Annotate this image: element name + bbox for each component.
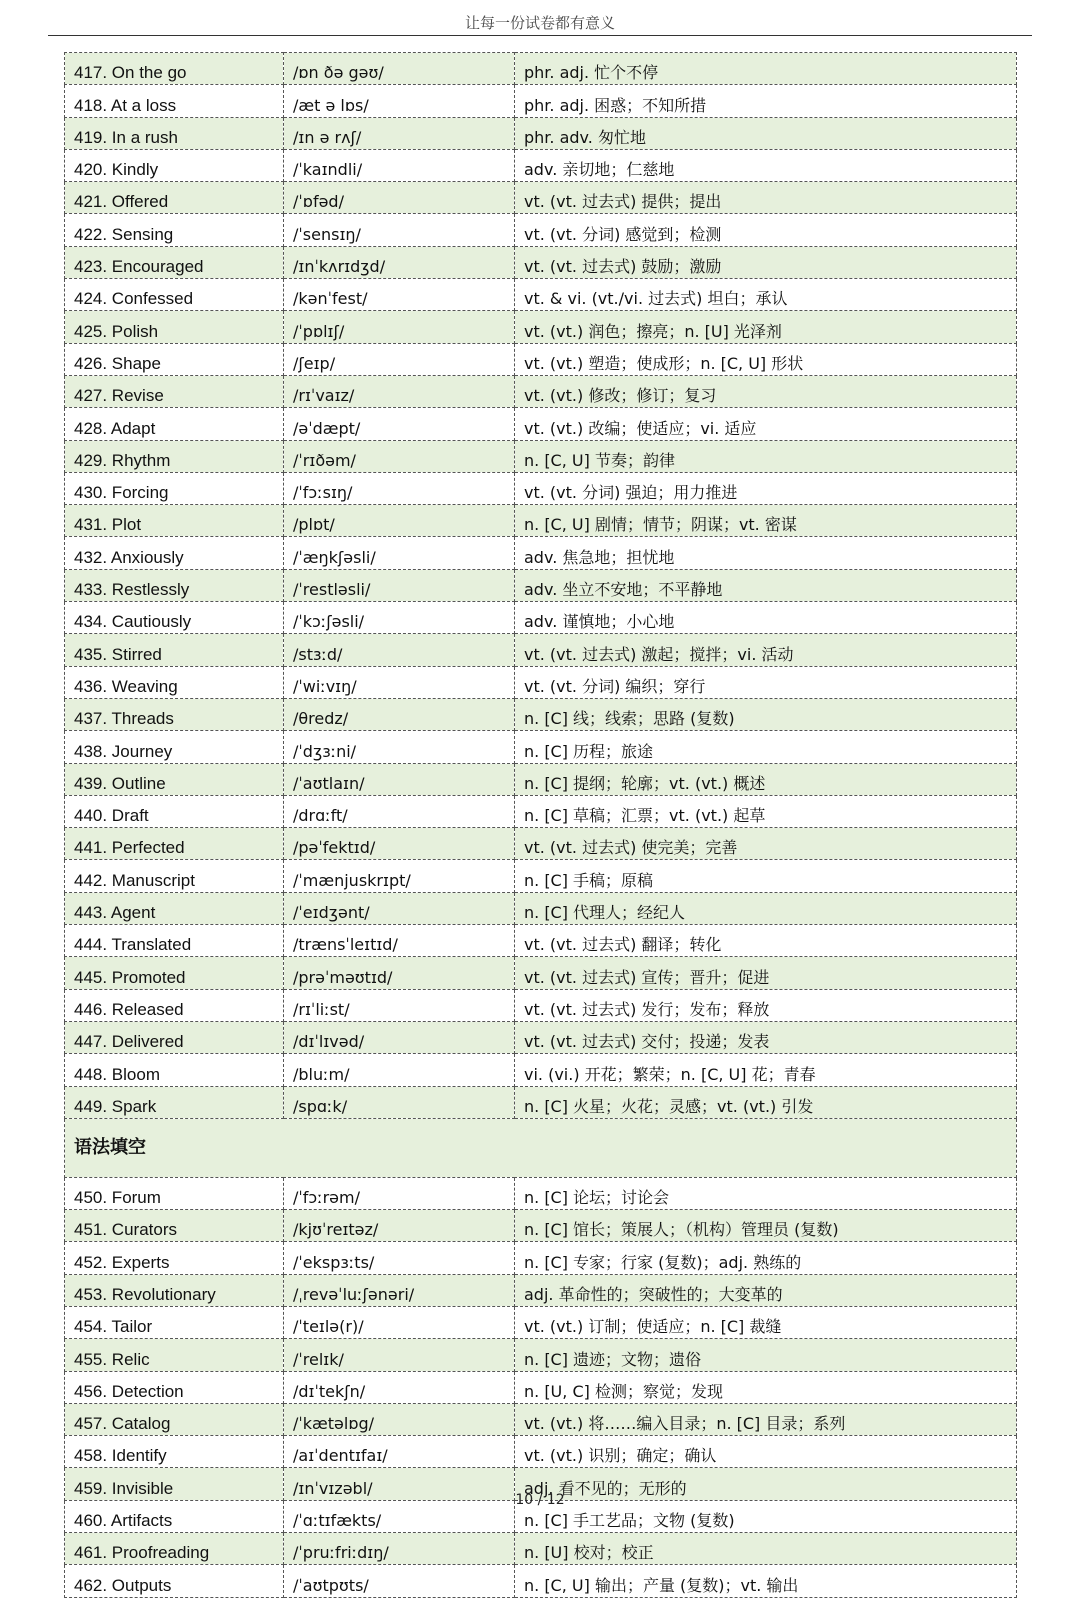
word-cell: 426. Shape bbox=[65, 343, 284, 375]
table-row bbox=[65, 1436, 1017, 1468]
definition-cell: n. [C, U] 输出；产量 (复数)；vt. 输出 bbox=[515, 1565, 1017, 1597]
table-row bbox=[65, 375, 1017, 407]
word-cell: 448. Bloom bbox=[65, 1054, 284, 1086]
word-cell: 430. Forcing bbox=[65, 472, 284, 504]
page-header: 让每一份试卷都有意义 bbox=[464, 14, 615, 32]
word-cell: 461. Proofreading bbox=[65, 1533, 284, 1565]
definition-cell: adv. 焦急地；担忧地 bbox=[515, 537, 1017, 569]
phonetic-cell: /rɪˈliːst/ bbox=[284, 989, 515, 1021]
definition-cell: vt. (vt.) 识别；确定；确认 bbox=[515, 1436, 1017, 1468]
table-row bbox=[65, 1021, 1017, 1053]
table-row bbox=[65, 602, 1017, 634]
definition-cell: adj. 看不见的；无形的 bbox=[515, 1468, 1017, 1500]
phonetic-cell: /æt ə lɒs/ bbox=[284, 85, 515, 117]
definition-cell: n. [C, U] 剧情；情节；阴谋；vt. 密谋 bbox=[515, 505, 1017, 537]
table-row bbox=[65, 569, 1017, 601]
definition-cell: phr. adj. 忙个不停 bbox=[515, 53, 1017, 85]
phonetic-cell: /ˈrestləsli/ bbox=[284, 569, 515, 601]
definition-cell: adv. 谨慎地；小心地 bbox=[515, 602, 1017, 634]
table-row bbox=[65, 440, 1017, 472]
word-cell: 435. Stirred bbox=[65, 634, 284, 666]
word-cell: 452. Experts bbox=[65, 1242, 284, 1274]
word-cell: 432. Anxiously bbox=[65, 537, 284, 569]
word-cell: 446. Released bbox=[65, 989, 284, 1021]
definition-cell: adv. 坐立不安地；不平静地 bbox=[515, 569, 1017, 601]
definition-cell: n. [U, C] 检测；察觉；发现 bbox=[515, 1371, 1017, 1403]
table-row bbox=[65, 1403, 1017, 1435]
phonetic-cell: /ˌrevəˈluːʃənəri/ bbox=[284, 1274, 515, 1306]
table-row bbox=[65, 989, 1017, 1021]
table-row bbox=[65, 311, 1017, 343]
table-row bbox=[65, 505, 1017, 537]
word-cell: 456. Detection bbox=[65, 1371, 284, 1403]
phonetic-cell: /ˈrelɪk/ bbox=[284, 1339, 515, 1371]
phonetic-cell: /ʃeɪp/ bbox=[284, 343, 515, 375]
word-cell: 425. Polish bbox=[65, 311, 284, 343]
definition-cell: vt. (vt. 过去式) 使完美；完善 bbox=[515, 828, 1017, 860]
definition-cell: n. [C] 火星；火花；灵感；vt. (vt.) 引发 bbox=[515, 1086, 1017, 1118]
word-cell: 453. Revolutionary bbox=[65, 1274, 284, 1306]
vocab-rows-grammar bbox=[65, 1177, 1017, 1597]
definition-cell: vt. & vi. (vt./vi. 过去式) 坦白；承认 bbox=[515, 279, 1017, 311]
phonetic-cell: /ˈɒfəd/ bbox=[284, 182, 515, 214]
phonetic-cell: /rɪˈvaɪz/ bbox=[284, 375, 515, 407]
phonetic-cell: /spɑːk/ bbox=[284, 1086, 515, 1118]
table-row bbox=[65, 666, 1017, 698]
word-cell: 449. Spark bbox=[65, 1086, 284, 1118]
table-row bbox=[65, 182, 1017, 214]
definition-cell: n. [C] 遗迹；文物；遗俗 bbox=[515, 1339, 1017, 1371]
phonetic-cell: /dɪˈlɪvəd/ bbox=[284, 1021, 515, 1053]
table-row bbox=[65, 1210, 1017, 1242]
table-row bbox=[65, 1177, 1017, 1209]
phonetic-cell: /ˈɑːtɪfækts/ bbox=[284, 1500, 515, 1532]
definition-cell: n. [C] 提纲；轮廓；vt. (vt.) 概述 bbox=[515, 763, 1017, 795]
word-cell: 457. Catalog bbox=[65, 1403, 284, 1435]
word-cell: 458. Identify bbox=[65, 1436, 284, 1468]
phonetic-cell: /aɪˈdentɪfaɪ/ bbox=[284, 1436, 515, 1468]
table-row bbox=[65, 408, 1017, 440]
word-cell: 447. Delivered bbox=[65, 1021, 284, 1053]
definition-cell: n. [U] 校对；校正 bbox=[515, 1533, 1017, 1565]
phonetic-cell: /ˈwiːvɪŋ/ bbox=[284, 666, 515, 698]
table-row bbox=[65, 1274, 1017, 1306]
phonetic-cell: /θredz/ bbox=[284, 698, 515, 730]
table-row bbox=[65, 279, 1017, 311]
phonetic-cell: /bluːm/ bbox=[284, 1054, 515, 1086]
section-header-row bbox=[65, 1118, 1017, 1177]
word-cell: 428. Adapt bbox=[65, 408, 284, 440]
word-cell: 451. Curators bbox=[65, 1210, 284, 1242]
phonetic-cell: /ɪnˈvɪzəbl/ bbox=[284, 1468, 515, 1500]
phonetic-cell: /ˈkaɪndli/ bbox=[284, 149, 515, 181]
definition-cell: vt. (vt.) 润色；擦亮；n. [U] 光泽剂 bbox=[515, 311, 1017, 343]
table-row bbox=[65, 1339, 1017, 1371]
definition-cell: vt. (vt. 过去式) 鼓励；激励 bbox=[515, 246, 1017, 278]
phonetic-cell: /ˈkɔːʃəsli/ bbox=[284, 602, 515, 634]
phonetic-cell: /ˈsensɪŋ/ bbox=[284, 214, 515, 246]
definition-cell: n. [C] 历程；旅途 bbox=[515, 731, 1017, 763]
table-row bbox=[65, 246, 1017, 278]
table-row bbox=[65, 925, 1017, 957]
word-cell: 422. Sensing bbox=[65, 214, 284, 246]
phonetic-cell: /pəˈfektɪd/ bbox=[284, 828, 515, 860]
word-cell: 434. Cautiously bbox=[65, 602, 284, 634]
definition-cell: vt. (vt. 过去式) 交付；投递；发表 bbox=[515, 1021, 1017, 1053]
table-row bbox=[65, 1565, 1017, 1597]
phonetic-cell: /ɒn ðə gəʊ/ bbox=[284, 53, 515, 85]
word-cell: 419. In a rush bbox=[65, 117, 284, 149]
table-row bbox=[65, 1371, 1017, 1403]
header-divider bbox=[48, 35, 1032, 36]
table-row bbox=[65, 149, 1017, 181]
definition-cell: n. [C] 论坛；讨论会 bbox=[515, 1177, 1017, 1209]
word-cell: 455. Relic bbox=[65, 1339, 284, 1371]
definition-cell: n. [C, U] 节奏；韵律 bbox=[515, 440, 1017, 472]
table-row bbox=[65, 1242, 1017, 1274]
definition-cell: vt. (vt. 过去式) 提供；提出 bbox=[515, 182, 1017, 214]
word-cell: 459. Invisible bbox=[65, 1468, 284, 1500]
phonetic-cell: /prəˈməʊtɪd/ bbox=[284, 957, 515, 989]
phonetic-cell: /trænsˈleɪtɪd/ bbox=[284, 925, 515, 957]
definition-cell: vi. (vi.) 开花；繁荣；n. [C, U] 花；青春 bbox=[515, 1054, 1017, 1086]
word-cell: 433. Restlessly bbox=[65, 569, 284, 601]
table-row bbox=[65, 1054, 1017, 1086]
definition-cell: adv. 亲切地；仁慈地 bbox=[515, 149, 1017, 181]
phonetic-cell: /kənˈfest/ bbox=[284, 279, 515, 311]
table-row bbox=[65, 731, 1017, 763]
definition-cell: adj. 革命性的；突破性的；大变革的 bbox=[515, 1274, 1017, 1306]
word-cell: 462. Outputs bbox=[65, 1565, 284, 1597]
phonetic-cell: /plɒt/ bbox=[284, 505, 515, 537]
phonetic-cell: /ˈteɪlə(r)/ bbox=[284, 1306, 515, 1338]
phonetic-cell: /ɪnˈkʌrɪdʒd/ bbox=[284, 246, 515, 278]
table-row bbox=[65, 828, 1017, 860]
phonetic-cell: /ˈdʒɜːni/ bbox=[284, 731, 515, 763]
definition-cell: phr. adj. 困惑；不知所措 bbox=[515, 85, 1017, 117]
word-cell: 438. Journey bbox=[65, 731, 284, 763]
vocab-rows-reading bbox=[65, 53, 1017, 1119]
phonetic-cell: /stɜːd/ bbox=[284, 634, 515, 666]
definition-cell: vt. (vt. 过去式) 翻译；转化 bbox=[515, 925, 1017, 957]
table-row bbox=[65, 214, 1017, 246]
definition-cell: n. [C] 草稿；汇票；vt. (vt.) 起草 bbox=[515, 795, 1017, 827]
word-cell: 427. Revise bbox=[65, 375, 284, 407]
word-cell: 440. Draft bbox=[65, 795, 284, 827]
phonetic-cell: /dɪˈtekʃn/ bbox=[284, 1371, 515, 1403]
word-cell: 460. Artifacts bbox=[65, 1500, 284, 1532]
phonetic-cell: /ɪn ə rʌʃ/ bbox=[284, 117, 515, 149]
section-row-group bbox=[65, 1118, 1017, 1177]
definition-cell: n. [C] 代理人；经纪人 bbox=[515, 892, 1017, 924]
section-title: 语法填空 bbox=[65, 1118, 1017, 1177]
table-row bbox=[65, 53, 1017, 85]
word-cell: 445. Promoted bbox=[65, 957, 284, 989]
phonetic-cell: /ˈaʊtpʊts/ bbox=[284, 1565, 515, 1597]
definition-cell: vt. (vt.) 订制；使适应；n. [C] 裁缝 bbox=[515, 1306, 1017, 1338]
phonetic-cell: /kjʊˈreɪtəz/ bbox=[284, 1210, 515, 1242]
word-cell: 441. Perfected bbox=[65, 828, 284, 860]
definition-cell: n. [C] 馆长；策展人；（机构）管理员 (复数) bbox=[515, 1210, 1017, 1242]
word-cell: 442. Manuscript bbox=[65, 860, 284, 892]
word-cell: 436. Weaving bbox=[65, 666, 284, 698]
table-row bbox=[65, 860, 1017, 892]
word-cell: 454. Tailor bbox=[65, 1306, 284, 1338]
phonetic-cell: /ˈpruːfriːdɪŋ/ bbox=[284, 1533, 515, 1565]
word-cell: 420. Kindly bbox=[65, 149, 284, 181]
definition-cell: vt. (vt.) 改编；使适应；vi. 适应 bbox=[515, 408, 1017, 440]
word-cell: 431. Plot bbox=[65, 505, 284, 537]
word-cell: 444. Translated bbox=[65, 925, 284, 957]
phonetic-cell: /ˈfɔːrəm/ bbox=[284, 1177, 515, 1209]
phonetic-cell: /ˈfɔːsɪŋ/ bbox=[284, 472, 515, 504]
table-row bbox=[65, 634, 1017, 666]
table-row bbox=[65, 472, 1017, 504]
definition-cell: vt. (vt. 分词) 强迫；用力推进 bbox=[515, 472, 1017, 504]
word-cell: 424. Confessed bbox=[65, 279, 284, 311]
word-cell: 450. Forum bbox=[65, 1177, 284, 1209]
table-row bbox=[65, 698, 1017, 730]
phonetic-cell: /ˈæŋkʃəsli/ bbox=[284, 537, 515, 569]
table-row bbox=[65, 795, 1017, 827]
word-cell: 429. Rhythm bbox=[65, 440, 284, 472]
definition-cell: n. [C] 手稿；原稿 bbox=[515, 860, 1017, 892]
table-row bbox=[65, 763, 1017, 795]
table-row bbox=[65, 1306, 1017, 1338]
table-row bbox=[65, 1533, 1017, 1565]
definition-cell: vt. (vt. 分词) 编织；穿行 bbox=[515, 666, 1017, 698]
word-cell: 439. Outline bbox=[65, 763, 284, 795]
definition-cell: phr. adv. 匆忙地 bbox=[515, 117, 1017, 149]
definition-cell: vt. (vt. 分词) 感觉到；检测 bbox=[515, 214, 1017, 246]
table-row bbox=[65, 957, 1017, 989]
word-cell: 421. Offered bbox=[65, 182, 284, 214]
definition-cell: n. [C] 手工艺品；文物 (复数) bbox=[515, 1500, 1017, 1532]
phonetic-cell: /əˈdæpt/ bbox=[284, 408, 515, 440]
vocab-table bbox=[64, 52, 1017, 1598]
phonetic-cell: /ˈrɪðəm/ bbox=[284, 440, 515, 472]
table-row bbox=[65, 1086, 1017, 1118]
table-row bbox=[65, 892, 1017, 924]
definition-cell: vt. (vt. 过去式) 激起；搅拌；vi. 活动 bbox=[515, 634, 1017, 666]
table-row bbox=[65, 343, 1017, 375]
page-number: 10 / 12 bbox=[515, 1492, 565, 1508]
definition-cell: vt. (vt. 过去式) 宣传；晋升；促进 bbox=[515, 957, 1017, 989]
definition-cell: n. [C] 线；线索；思路 (复数) bbox=[515, 698, 1017, 730]
table-row bbox=[65, 85, 1017, 117]
word-cell: 418. At a loss bbox=[65, 85, 284, 117]
definition-cell: vt. (vt.) 修改；修订；复习 bbox=[515, 375, 1017, 407]
phonetic-cell: /drɑːft/ bbox=[284, 795, 515, 827]
word-cell: 443. Agent bbox=[65, 892, 284, 924]
table-row bbox=[65, 117, 1017, 149]
word-cell: 437. Threads bbox=[65, 698, 284, 730]
table-row bbox=[65, 537, 1017, 569]
phonetic-cell: /ˈeɪdʒənt/ bbox=[284, 892, 515, 924]
word-cell: 417. On the go bbox=[65, 53, 284, 85]
phonetic-cell: /ˈekspɜːts/ bbox=[284, 1242, 515, 1274]
phonetic-cell: /ˈmænjuskrɪpt/ bbox=[284, 860, 515, 892]
word-cell: 423. Encouraged bbox=[65, 246, 284, 278]
phonetic-cell: /ˈaʊtlaɪn/ bbox=[284, 763, 515, 795]
definition-cell: vt. (vt.) 塑造；使成形；n. [C, U] 形状 bbox=[515, 343, 1017, 375]
phonetic-cell: /ˈkætəlɒg/ bbox=[284, 1403, 515, 1435]
phonetic-cell: /ˈpɒlɪʃ/ bbox=[284, 311, 515, 343]
definition-cell: vt. (vt. 过去式) 发行；发布；释放 bbox=[515, 989, 1017, 1021]
definition-cell: n. [C] 专家；行家 (复数)；adj. 熟练的 bbox=[515, 1242, 1017, 1274]
definition-cell: vt. (vt.) 将……编入目录；n. [C] 目录；系列 bbox=[515, 1403, 1017, 1435]
